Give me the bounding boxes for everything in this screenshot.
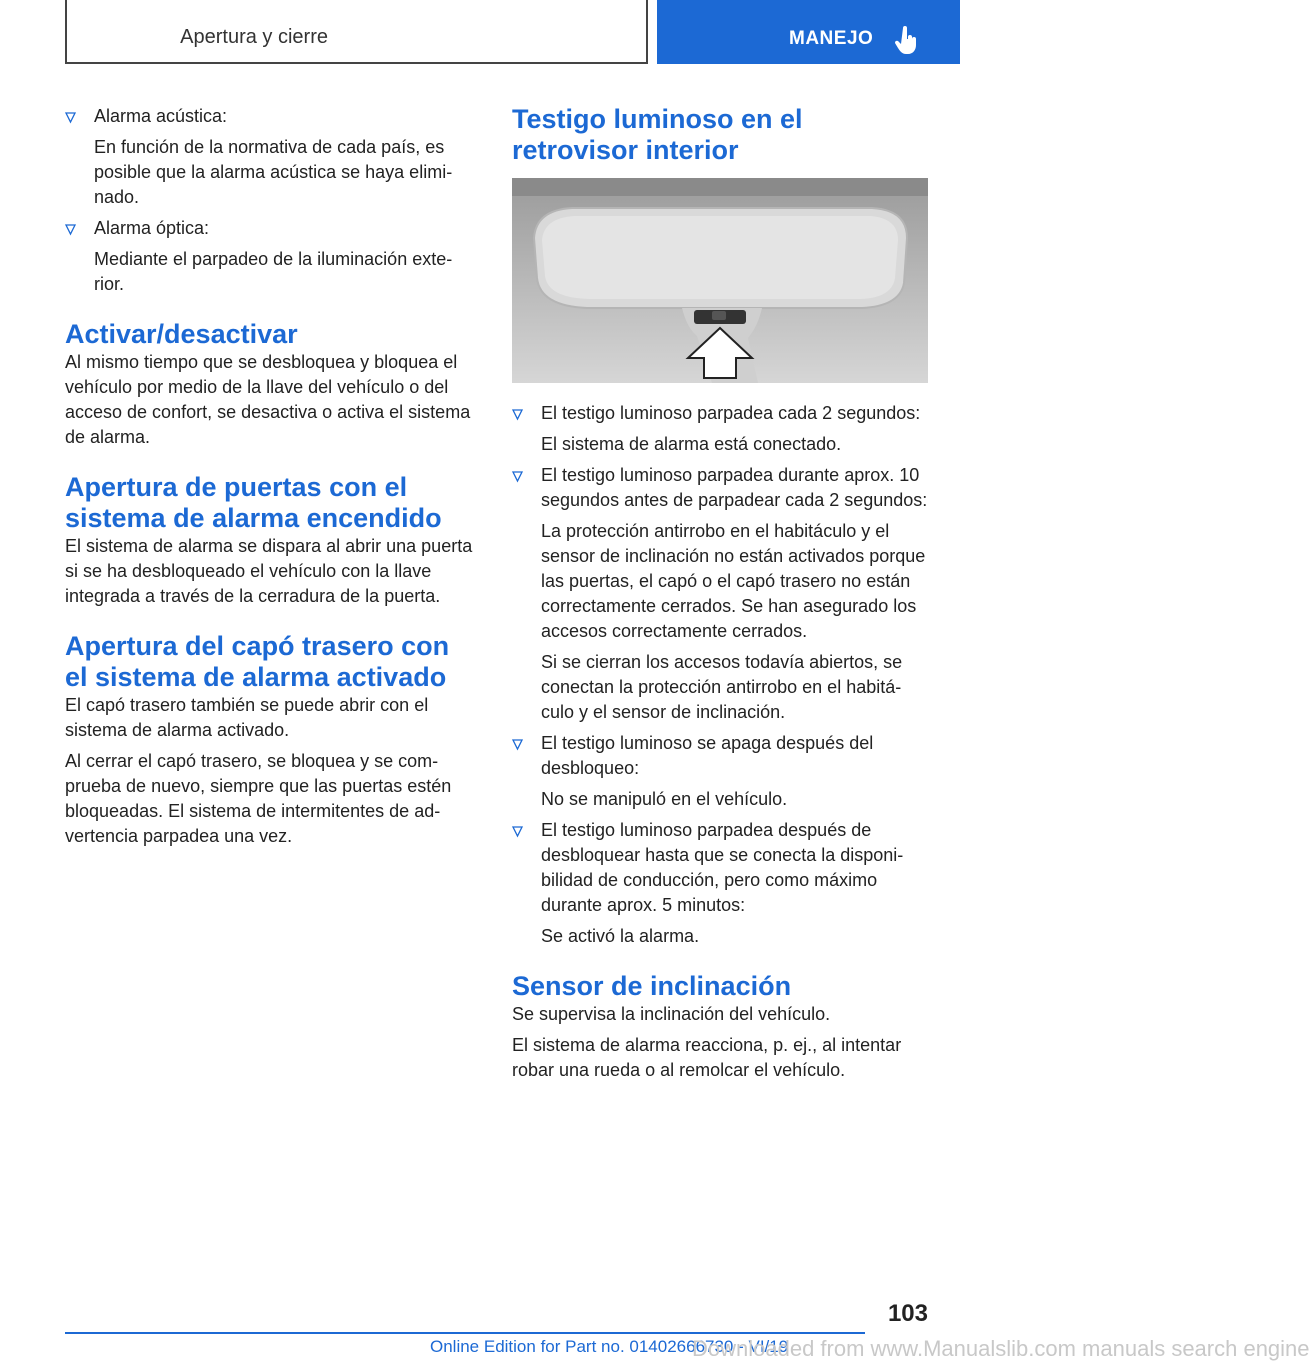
item-detail: Mediante el parpadeo de la iluminación exterior. bbox=[94, 249, 453, 294]
item-title: El testigo luminoso parpadea cada 2 segundos: bbox=[541, 403, 921, 423]
triangle-bullet-icon bbox=[512, 826, 523, 837]
item-title: Alarma óptica: bbox=[94, 218, 210, 238]
heading-tilt-sensor: Sensor de inclinación bbox=[512, 971, 792, 1001]
edition-info: Online Edition for Part no. 01402666730 - VI/19 bbox=[430, 1337, 789, 1356]
item-detail: Se activó la alarma. bbox=[541, 926, 700, 946]
watermark: Downloaded from www.Manualslib.com manuals search engine bbox=[692, 1336, 1310, 1361]
triangle-bullet-icon bbox=[512, 739, 523, 750]
right-column bbox=[512, 104, 928, 1089]
left-column bbox=[65, 104, 475, 855]
triangle-bullet-icon bbox=[65, 112, 76, 123]
list-item bbox=[512, 818, 928, 918]
tab-label: MANEJO bbox=[789, 28, 874, 49]
list-item bbox=[512, 731, 928, 781]
paragraph: El sistema de alarma reacciona, p. ej., al intentar robar una rueda o al remolcar el vehículo. bbox=[512, 1035, 902, 1080]
paragraph: El capó trasero también se puede abrir con el sistema de alarma activado. bbox=[65, 695, 429, 740]
paragraph: El sistema de alarma se dispara al abrir una puerta si se ha desbloqueado el vehículo con la llave integrada a través de la cerradura de la puerta. bbox=[65, 536, 473, 606]
heading-mirror: Testigo luminoso en el retrovisor interior bbox=[512, 104, 803, 165]
triangle-bullet-icon bbox=[512, 471, 523, 482]
item-title: El testigo luminoso parpadea después de desbloquear hasta que se conecta la disponibilidad de conducción, pero como máximo durante aprox. 5 minutos: bbox=[541, 820, 904, 915]
triangle-bullet-icon bbox=[65, 224, 76, 235]
paragraph: Se supervisa la inclinación del vehículo. bbox=[512, 1004, 831, 1024]
item-detail: Si se cierran los accesos todavía abiertos, se conectan la protección antirrobo en el habitáculo y el sensor de inclinación. bbox=[541, 652, 903, 722]
item-title: El testigo luminoso parpadea durante aprox. 10 segundos antes de parpadear cada 2 segundos: bbox=[541, 465, 928, 510]
tab-manejo[interactable] bbox=[657, 0, 960, 64]
list-item bbox=[65, 104, 475, 129]
footer-divider bbox=[65, 1332, 865, 1334]
list-item bbox=[512, 401, 928, 426]
triangle-bullet-icon bbox=[512, 409, 523, 420]
list-item bbox=[65, 216, 475, 241]
heading-trunk: Apertura del capó trasero con el sistema de alarma activado bbox=[65, 631, 450, 692]
list-item bbox=[512, 463, 928, 513]
item-detail: En función de la normativa de cada país, es posible que la alarma acústica se haya eliminado. bbox=[94, 137, 453, 207]
section-title: Apertura y cierre bbox=[180, 26, 328, 48]
item-title: El testigo luminoso se apaga después del desbloqueo: bbox=[541, 733, 874, 778]
heading-doors: Apertura de puertas con el sistema de alarma encendido bbox=[65, 472, 442, 533]
item-detail: La protección antirrobo en el habitáculo y el sensor de inclinación no están activados porque las puertas, el capó o el capó trasero no están correctamente cerrados. Se han asegurado los accesos correctamente cerrados. bbox=[541, 521, 926, 641]
heading-activate: Activar/desactivar bbox=[65, 319, 298, 349]
paragraph: Al cerrar el capó trasero, se bloquea y se comprueba de nuevo, siempre que las puertas estén bloqueadas. El sistema de intermitentes de advertencia parpadea una vez. bbox=[65, 751, 452, 846]
item-detail: El sistema de alarma está conectado. bbox=[541, 434, 842, 454]
item-title: Alarma acústica: bbox=[94, 106, 228, 126]
rearview-mirror-illustration bbox=[512, 178, 928, 383]
item-detail: No se manipuló en el vehículo. bbox=[541, 789, 788, 809]
page-number: 103 bbox=[887, 1300, 928, 1327]
header-box bbox=[65, 0, 648, 64]
paragraph: Al mismo tiempo que se desbloquea y bloquea el vehículo por medio de la llave del vehículo o del acceso de confort, se desactiva o activa el sistema de alarma. bbox=[65, 352, 471, 447]
pointing-hand-icon bbox=[895, 26, 919, 56]
